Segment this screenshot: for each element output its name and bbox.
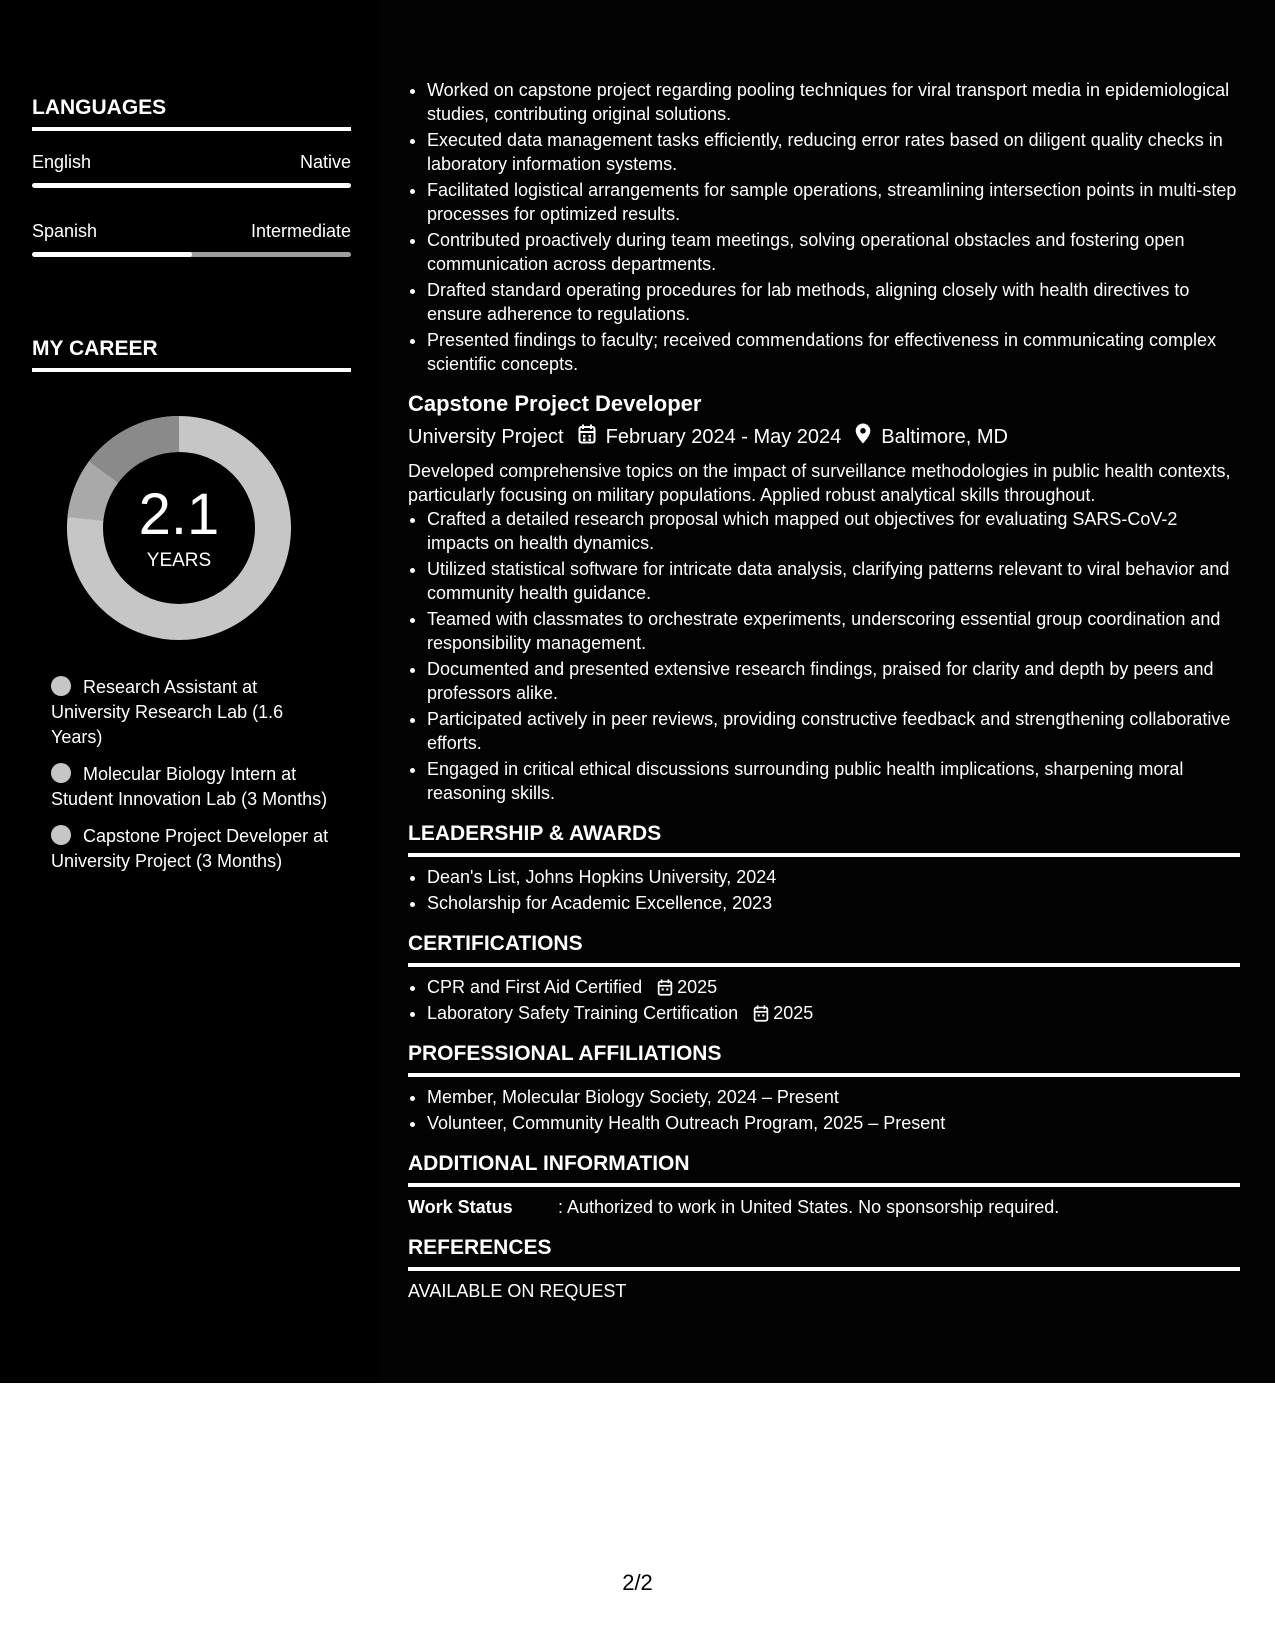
- work-status-row: [408, 1195, 1240, 1219]
- career-item: Molecular Biology Intern at Student Innovation Lab (3 Months): [51, 764, 328, 809]
- list-item: • Scholarship for Academic Excellence, 2023: [427, 891, 1240, 915]
- certification-item: [427, 1001, 1240, 1025]
- career-years-label: YEARS: [146, 550, 212, 571]
- dot-icon: [51, 763, 71, 783]
- list-item: • Member, Molecular Biology Society, 2024 – Present: [427, 1085, 1240, 1109]
- additional-info-title: ADDITIONAL INFORMATION: [408, 1151, 1240, 1187]
- work-status-key: Work Status: [408, 1197, 513, 1217]
- job-location: Baltimore, MD: [881, 426, 1008, 448]
- references-text: AVAILABLE ON REQUEST: [408, 1281, 627, 1301]
- list-item: • Volunteer, Community Health Outreach Program, 2025 – Present: [427, 1111, 1240, 1135]
- references-title: REFERENCES: [408, 1235, 1240, 1271]
- list-item: • Crafted a detailed research proposal which mapped out objectives for evaluating SARS-CoV-2 impacts on health dynamics.: [427, 507, 1240, 555]
- job-meta: [408, 423, 1240, 451]
- list-item: • Documented and presented extensive research findings, praised for clarity and depth by peers and professors alike.: [427, 657, 1240, 705]
- language-level: Intermediate: [250, 221, 351, 241]
- career-years-number: 2.1: [138, 482, 220, 547]
- career-item: Capstone Project Developer at University Project (3 Months): [51, 826, 329, 871]
- language-fill: [32, 252, 192, 257]
- list-item: • Teamed with classmates to orchestrate experiments, underscoring essential group coordination and responsibility management.: [427, 607, 1240, 655]
- calendar-icon: [657, 979, 673, 996]
- language-row-spanish: [32, 221, 351, 242]
- donut-segment-capstone: [104, 434, 180, 472]
- job-title: Capstone Project Developer: [408, 391, 702, 416]
- list-item: • Utilized statistical software for intricate data analysis, clarifying patterns relevant to viral behavior and community health guidance.: [427, 557, 1240, 605]
- job-bullets: [408, 507, 1240, 805]
- list-item: • Dean's List, Johns Hopkins University, 2024: [427, 865, 1240, 889]
- list-item: • Presented findings to faculty; received commendations for effectiveness in communicating complex scientific concepts.: [427, 328, 1240, 376]
- leadership-title: LEADERSHIP & AWARDS: [408, 821, 1240, 857]
- list-item: • Worked on capstone project regarding pooling techniques for viral transport media in epidemiological studies, contributing original solutions.: [427, 78, 1240, 126]
- language-name: English: [32, 152, 92, 172]
- previous-job-bullets: [408, 78, 1240, 376]
- career-item: Research Assistant at University Research Lab (1.6 Years): [51, 677, 284, 747]
- languages-title: LANGUAGES: [32, 95, 351, 131]
- language-level: Native: [299, 152, 351, 172]
- list-item: • Contributed proactively during team meetings, solving operational obstacles and fostering open communication across departments.: [427, 228, 1240, 276]
- calendar-icon: [753, 1005, 769, 1022]
- language-fill: [32, 183, 351, 188]
- certification-name: CPR and First Aid Certified: [427, 977, 643, 997]
- list-item: • Facilitated logistical arrangements for sample operations, streamlining intersection points in multi-step processes for optimized results.: [427, 178, 1240, 226]
- main-content: [408, 78, 1240, 1303]
- location-pin-icon: [855, 423, 871, 451]
- job-dates: February 2024 - May 2024: [605, 426, 842, 448]
- career-title: MY CAREER: [32, 336, 351, 372]
- certification-item: [427, 975, 1240, 999]
- list-item: • Engaged in critical ethical discussions surrounding public health implications, sharpening moral reasoning skills.: [427, 757, 1240, 805]
- list-item: • Drafted standard operating procedures for lab methods, aligning closely with health directives to ensure adherence to regulations.: [427, 278, 1240, 326]
- dot-icon: [51, 825, 71, 845]
- leadership-list: [408, 865, 1240, 915]
- certification-name: Laboratory Safety Training Certification: [427, 1003, 739, 1023]
- language-row-english: [32, 152, 351, 173]
- work-status-value: : Authorized to work in United States. No sponsorship required.: [558, 1197, 1060, 1217]
- career-list: [51, 675, 331, 886]
- list-item: • Executed data management tasks efficiently, reducing error rates based on diligent quality checks in laboratory information systems.: [427, 128, 1240, 176]
- language-bar-english: [32, 183, 351, 188]
- sidebar: [0, 0, 380, 1383]
- certification-year: 2025: [773, 1003, 814, 1023]
- affiliations-title: PROFESSIONAL AFFILIATIONS: [408, 1041, 1240, 1077]
- certifications-list: [408, 975, 1240, 1025]
- language-name: Spanish: [32, 221, 98, 241]
- certification-year: 2025: [677, 977, 718, 997]
- calendar-icon: [578, 424, 596, 451]
- job-company: University Project: [408, 426, 564, 448]
- dot-icon: [51, 676, 71, 696]
- job-description: Developed comprehensive topics on the impact of surveillance methodologies in public health contexts, particularly focusing on military populations. Applied robust analytical skills throughout.: [408, 461, 1231, 505]
- certifications-title: CERTIFICATIONS: [408, 931, 1240, 967]
- affiliations-list: [408, 1085, 1240, 1135]
- list-item: • Participated actively in peer reviews, providing constructive feedback and strengthening collaborative efforts.: [427, 707, 1240, 755]
- page-number: 2/2: [622, 1570, 653, 1595]
- language-bar-spanish: [32, 252, 351, 257]
